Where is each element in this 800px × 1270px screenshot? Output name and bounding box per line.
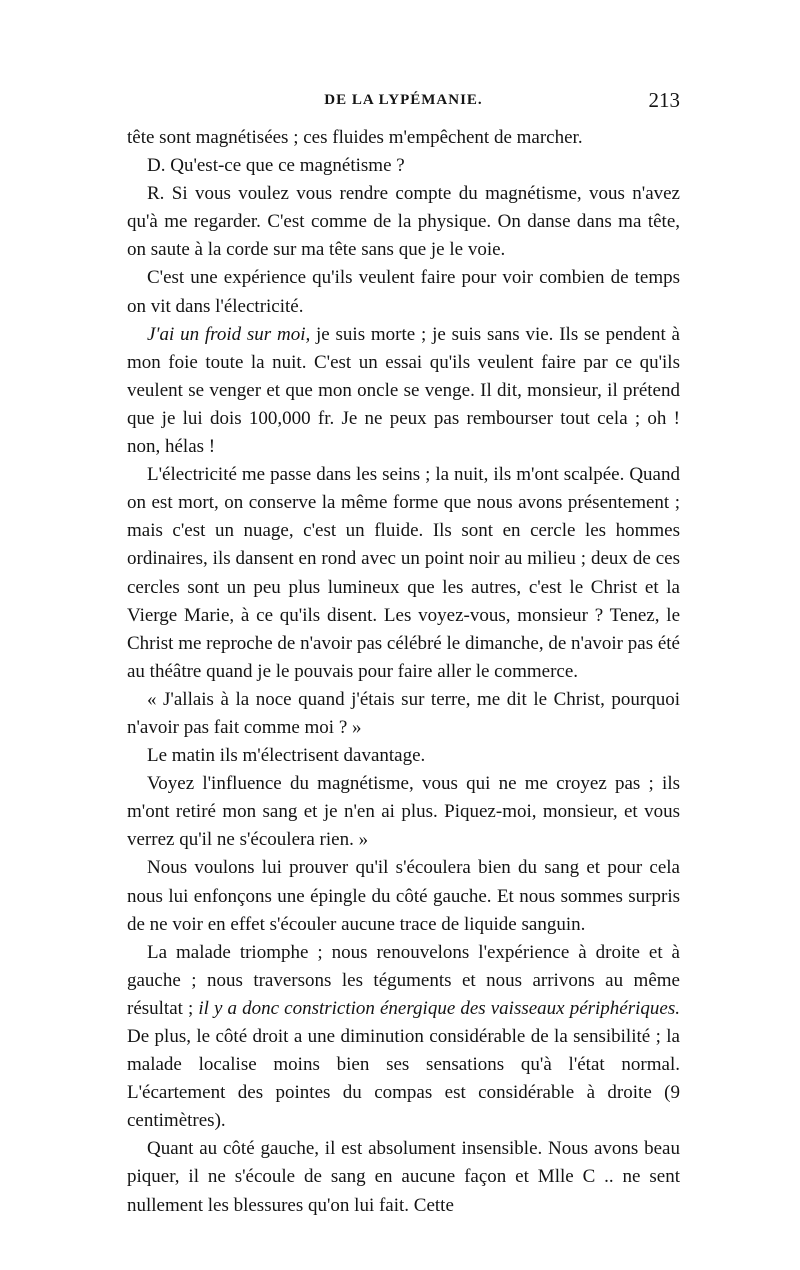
italic-text: il y a donc constriction énergique des vaisseaux périphériques.: [198, 997, 680, 1019]
italic-text: J'ai un froid sur moi,: [147, 323, 311, 345]
paragraph: [127, 152, 680, 180]
paragraph-text: je suis morte ; je suis sans vie. Ils se pendent à mon foie toute la nuit. C'est un essai qu'ils veulent faire par ce qu'ils veulent se venger et que mon oncle se venge. Il dit, monsieur, il prétend que je lui dois 100,000 fr. Je ne peux pas rembourser tout cela ; oh ! non, hélas !: [127, 323, 680, 458]
paragraph: [127, 321, 680, 461]
paragraph-text: L'électricité me passe dans les seins ; la nuit, ils m'ont scalpée. Quand on est mort, on conserve la même forme que nous avons présentement ; mais c'est un nuage, c'est un fluide. Ils sont en cercle les hommes ordinaires, ils dansent en rond avec un point noir au milieu ; deux de ces cercles sont un peu plus lumineux que les autres, c'est le Christ et la Vierge Marie, à ce qu'ils disent. Les voyez-vous, monsieur ? Tenez, le Christ me reproche de n'avoir pas célébré le dimanche, de n'avoir pas été au théâtre quand je le pouvais pour faire aller le commerce.: [127, 464, 680, 682]
paragraph: [127, 939, 680, 1136]
paragraph: [127, 461, 680, 686]
paragraph-text: La malade triomphe ; nous renouvelons l'expérience à droite et à gauche ; nous traversons les téguments et nous arrivons au même résultat ;: [127, 941, 680, 1019]
paragraph-text: C'est une expérience qu'ils veulent faire pour voir combien de temps on vit dans l'électricité.: [127, 267, 680, 317]
paragraph-text: tête sont magnétisées ; ces fluides m'empêchent de marcher.: [127, 127, 583, 148]
text-body: [127, 124, 680, 1220]
paragraph-text: Le matin ils m'électrisent davantage.: [147, 745, 426, 767]
paragraph: [127, 854, 680, 938]
paragraph-text: D. Qu'est-ce que ce magnétisme ?: [147, 155, 405, 177]
paragraph-text: De plus, le côté droit a une diminution considérable de la sensibilité ; la malade localise moins bien ses sensations qu'à l'état normal. L'écartement des pointes du compas est considérable à droite (9 centimètres).: [127, 1026, 680, 1132]
paragraph-text: Quant au côté gauche, il est absolument insensible. Nous avons beau piquer, il ne s'écoule de sang en aucune façon et Mlle C .. ne sent nullement les blessures qu'on lui fait. Cette: [127, 1138, 680, 1216]
paragraph-text: R. Si vous voulez vous rendre compte du magnétisme, vous n'avez qu'à me regarder. C'est comme de la physique. On danse dans ma tête, on saute à la corde sur ma tête sans que je le voie.: [127, 183, 680, 261]
running-head: [127, 88, 680, 124]
paragraph: [127, 264, 680, 320]
paragraph-text: « J'allais à la noce quand j'étais sur terre, me dit le Christ, pourquoi n'avoir pas fait comme moi ? »: [127, 688, 680, 738]
paragraph: [127, 742, 680, 770]
paragraph-text: Nous voulons lui prouver qu'il s'écoulera bien du sang et pour cela nous lui enfonçons une épingle du côté gauche. Et nous sommes surpris de ne voir en effet s'écouler aucune trace de liquide sanguin.: [127, 857, 680, 935]
page-number: 213: [648, 88, 680, 112]
paragraph-text: Voyez l'influence du magnétisme, vous qui ne me croyez pas ; ils m'ont retiré mon sang et je n'en ai plus. Piquez-moi, monsieur, et vous verrez qu'il ne s'écoulera rien. »: [127, 773, 680, 851]
paragraph: [127, 770, 680, 854]
running-title: DE LA LYPÉMANIE.: [324, 92, 483, 108]
paragraph: [127, 124, 680, 152]
paragraph: [127, 180, 680, 264]
paragraph: [127, 686, 680, 742]
paragraph: [127, 1135, 680, 1219]
